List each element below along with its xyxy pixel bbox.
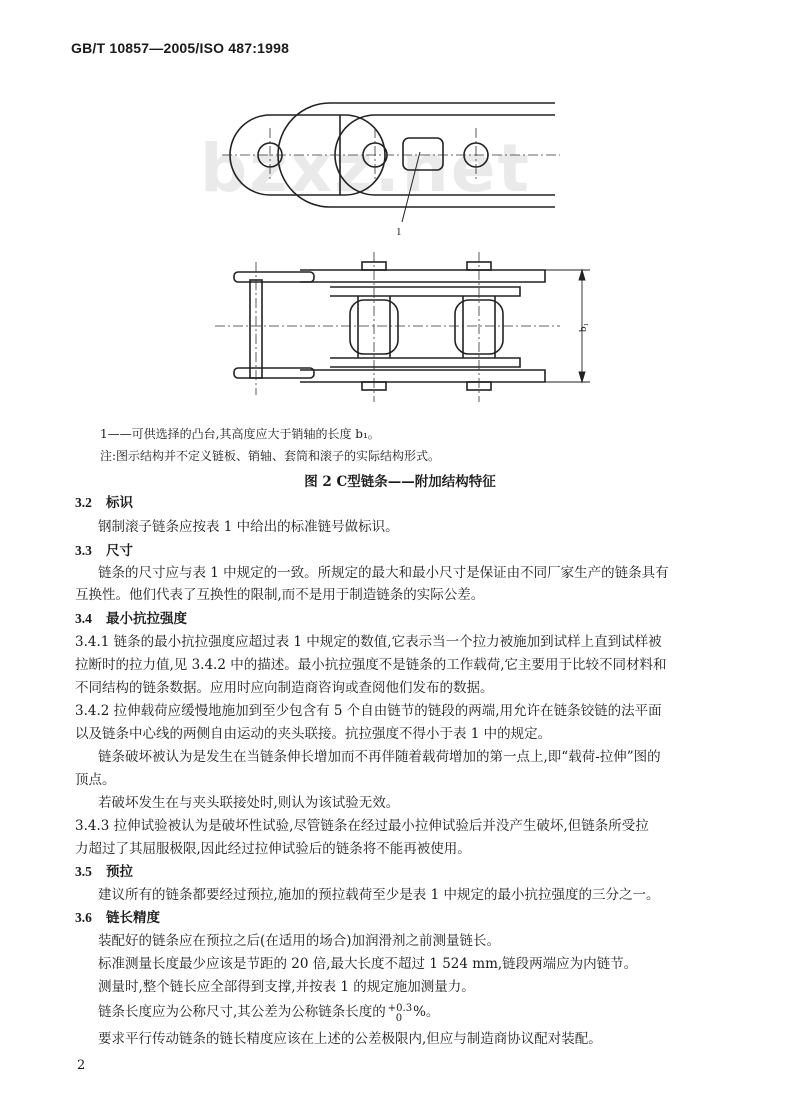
section-3-5-text: 建议所有的链条都要经过预拉,施加的预拉载荷至少是表 1 中规定的最小抗拉强度的三分之一。 [98, 887, 660, 903]
section-3-4-2-line-5: 若破坏发生在与夹头联接处时,则认为该试验无效。 [98, 795, 400, 811]
section-3-3-text-1: 链条的尺寸应与表 1 中规定的一致。所规定的最大和最小尺寸是保证由不同厂家生产的链条具有 [98, 565, 669, 581]
section-3-6-text-4 [98, 1003, 439, 1024]
section-3-2-text: 钢制滚子链条应按表 1 中给出的标准链号做标识。 [98, 519, 399, 535]
section-3-4-number: 3.4 [75, 611, 92, 626]
section-3-4-2-line-4: 顶点。 [75, 772, 116, 788]
section-3-2-heading [75, 494, 133, 512]
section-3-3-heading [75, 542, 133, 560]
section-3-2-title: 标识 [105, 495, 133, 511]
section-3-6-title: 链长精度 [105, 910, 160, 926]
tolerance-lower: 0 [395, 1013, 403, 1024]
section-3-6-number: 3.6 [75, 910, 92, 925]
section-3-4-3-line-2: 力超过了其屈服极限,因此经过拉伸试验后的链条将不能再被使用。 [75, 841, 471, 857]
tolerance-unit: %。 [413, 1004, 440, 1020]
figure-note-2: 注:图示结构并不定义链板、销轴、套筒和滚子的实际结构形式。 [100, 449, 441, 463]
figure-label-1: 1 [396, 226, 402, 238]
figure-note-1: 1——可供选择的凸台,其高度应大于销轴的长度 b₁。 [100, 427, 380, 441]
standard-header: GB/T 10857—2005/ISO 487:1998 [71, 40, 290, 56]
section-3-5-title: 预拉 [105, 864, 133, 880]
section-3-6-heading [75, 909, 160, 927]
section-3-4-1-line-1: 3.4.1 链条的最小抗拉强度应超过表 1 中规定的数值,它表示当一个拉力被施加到试样上直到试样被 [75, 634, 662, 650]
tolerance-upper: +0.3 [387, 1003, 413, 1014]
section-3-6-text-3: 测量时,整个链长应全部得到支撑,并按表 1 的规定施加测量力。 [98, 979, 475, 995]
figure-caption: 图 2 C型链条——附加结构特征 [304, 474, 496, 490]
section-3-4-1-line-3: 不同结构的链条数据。应用时应向制造商咨询或查阅他们发布的数据。 [75, 680, 494, 696]
watermark: bzxz.net [200, 130, 532, 207]
section-3-3-number: 3.3 [75, 543, 92, 558]
dimension-b1-label: b₁ [577, 322, 589, 332]
optional-boss [403, 138, 443, 170]
section-3-3-text-2: 互换性。他们代表了互换性的限制,而不是用于制造链条的实际公差。 [75, 587, 485, 603]
page-number: 2 [77, 1058, 86, 1073]
chain-figure [0, 0, 800, 470]
section-3-4-2-line-1: 3.4.2 拉伸载荷应缓慢地施加到至少包含有 5 个自由链节的链段的两端,用允许在链条铰链的法平面 [75, 703, 662, 719]
section-3-4-1-line-2: 拉断时的拉力值,见 3.4.2 中的描述。最小抗拉强度不是链条的工作载荷,它主要用于比较不同材料和 [75, 657, 667, 673]
section-3-5-heading [75, 863, 133, 881]
length-tolerance-text: 链条长度应为公称尺寸,其公差为公称链条长度的 [98, 1004, 386, 1020]
section-3-6-text-2: 标准测量长度最少应该是节距的 20 倍,最大长度不超过 1 524 mm,链段两端应为内链节。 [98, 956, 638, 972]
section-3-4-2-line-2: 以及链条中心线的两侧自由运动的夹头联接。抗拉强度不得小于表 1 中的规定。 [75, 726, 552, 742]
section-3-2-number: 3.2 [75, 495, 92, 510]
section-3-6-text-5: 要求平行传动链条的链长精度应该在上述的公差极限内,但应与制造商协议配对装配。 [98, 1031, 602, 1047]
section-3-3-title: 尺寸 [105, 543, 133, 559]
section-3-4-2-line-3: 链条破坏被认为是发生在当链条伸长增加而不再伴随着载荷增加的第一点上,即“载荷-拉伸”图的 [98, 749, 661, 765]
section-3-4-title: 最小抗拉强度 [105, 611, 187, 627]
section-3-4-heading [75, 610, 187, 628]
section-3-4-3-line-1: 3.4.3 拉伸试验被认为是破坏性试验,尽管链条在经过最小拉伸试验后并没产生破坏,但链条所受拉 [75, 818, 649, 834]
section-3-6-text-1: 装配好的链条应在预拉之后(在适用的场合)加润滑剂之前测量链长。 [98, 933, 501, 949]
section-3-5-number: 3.5 [75, 864, 92, 879]
length-tolerance [388, 1004, 412, 1024]
